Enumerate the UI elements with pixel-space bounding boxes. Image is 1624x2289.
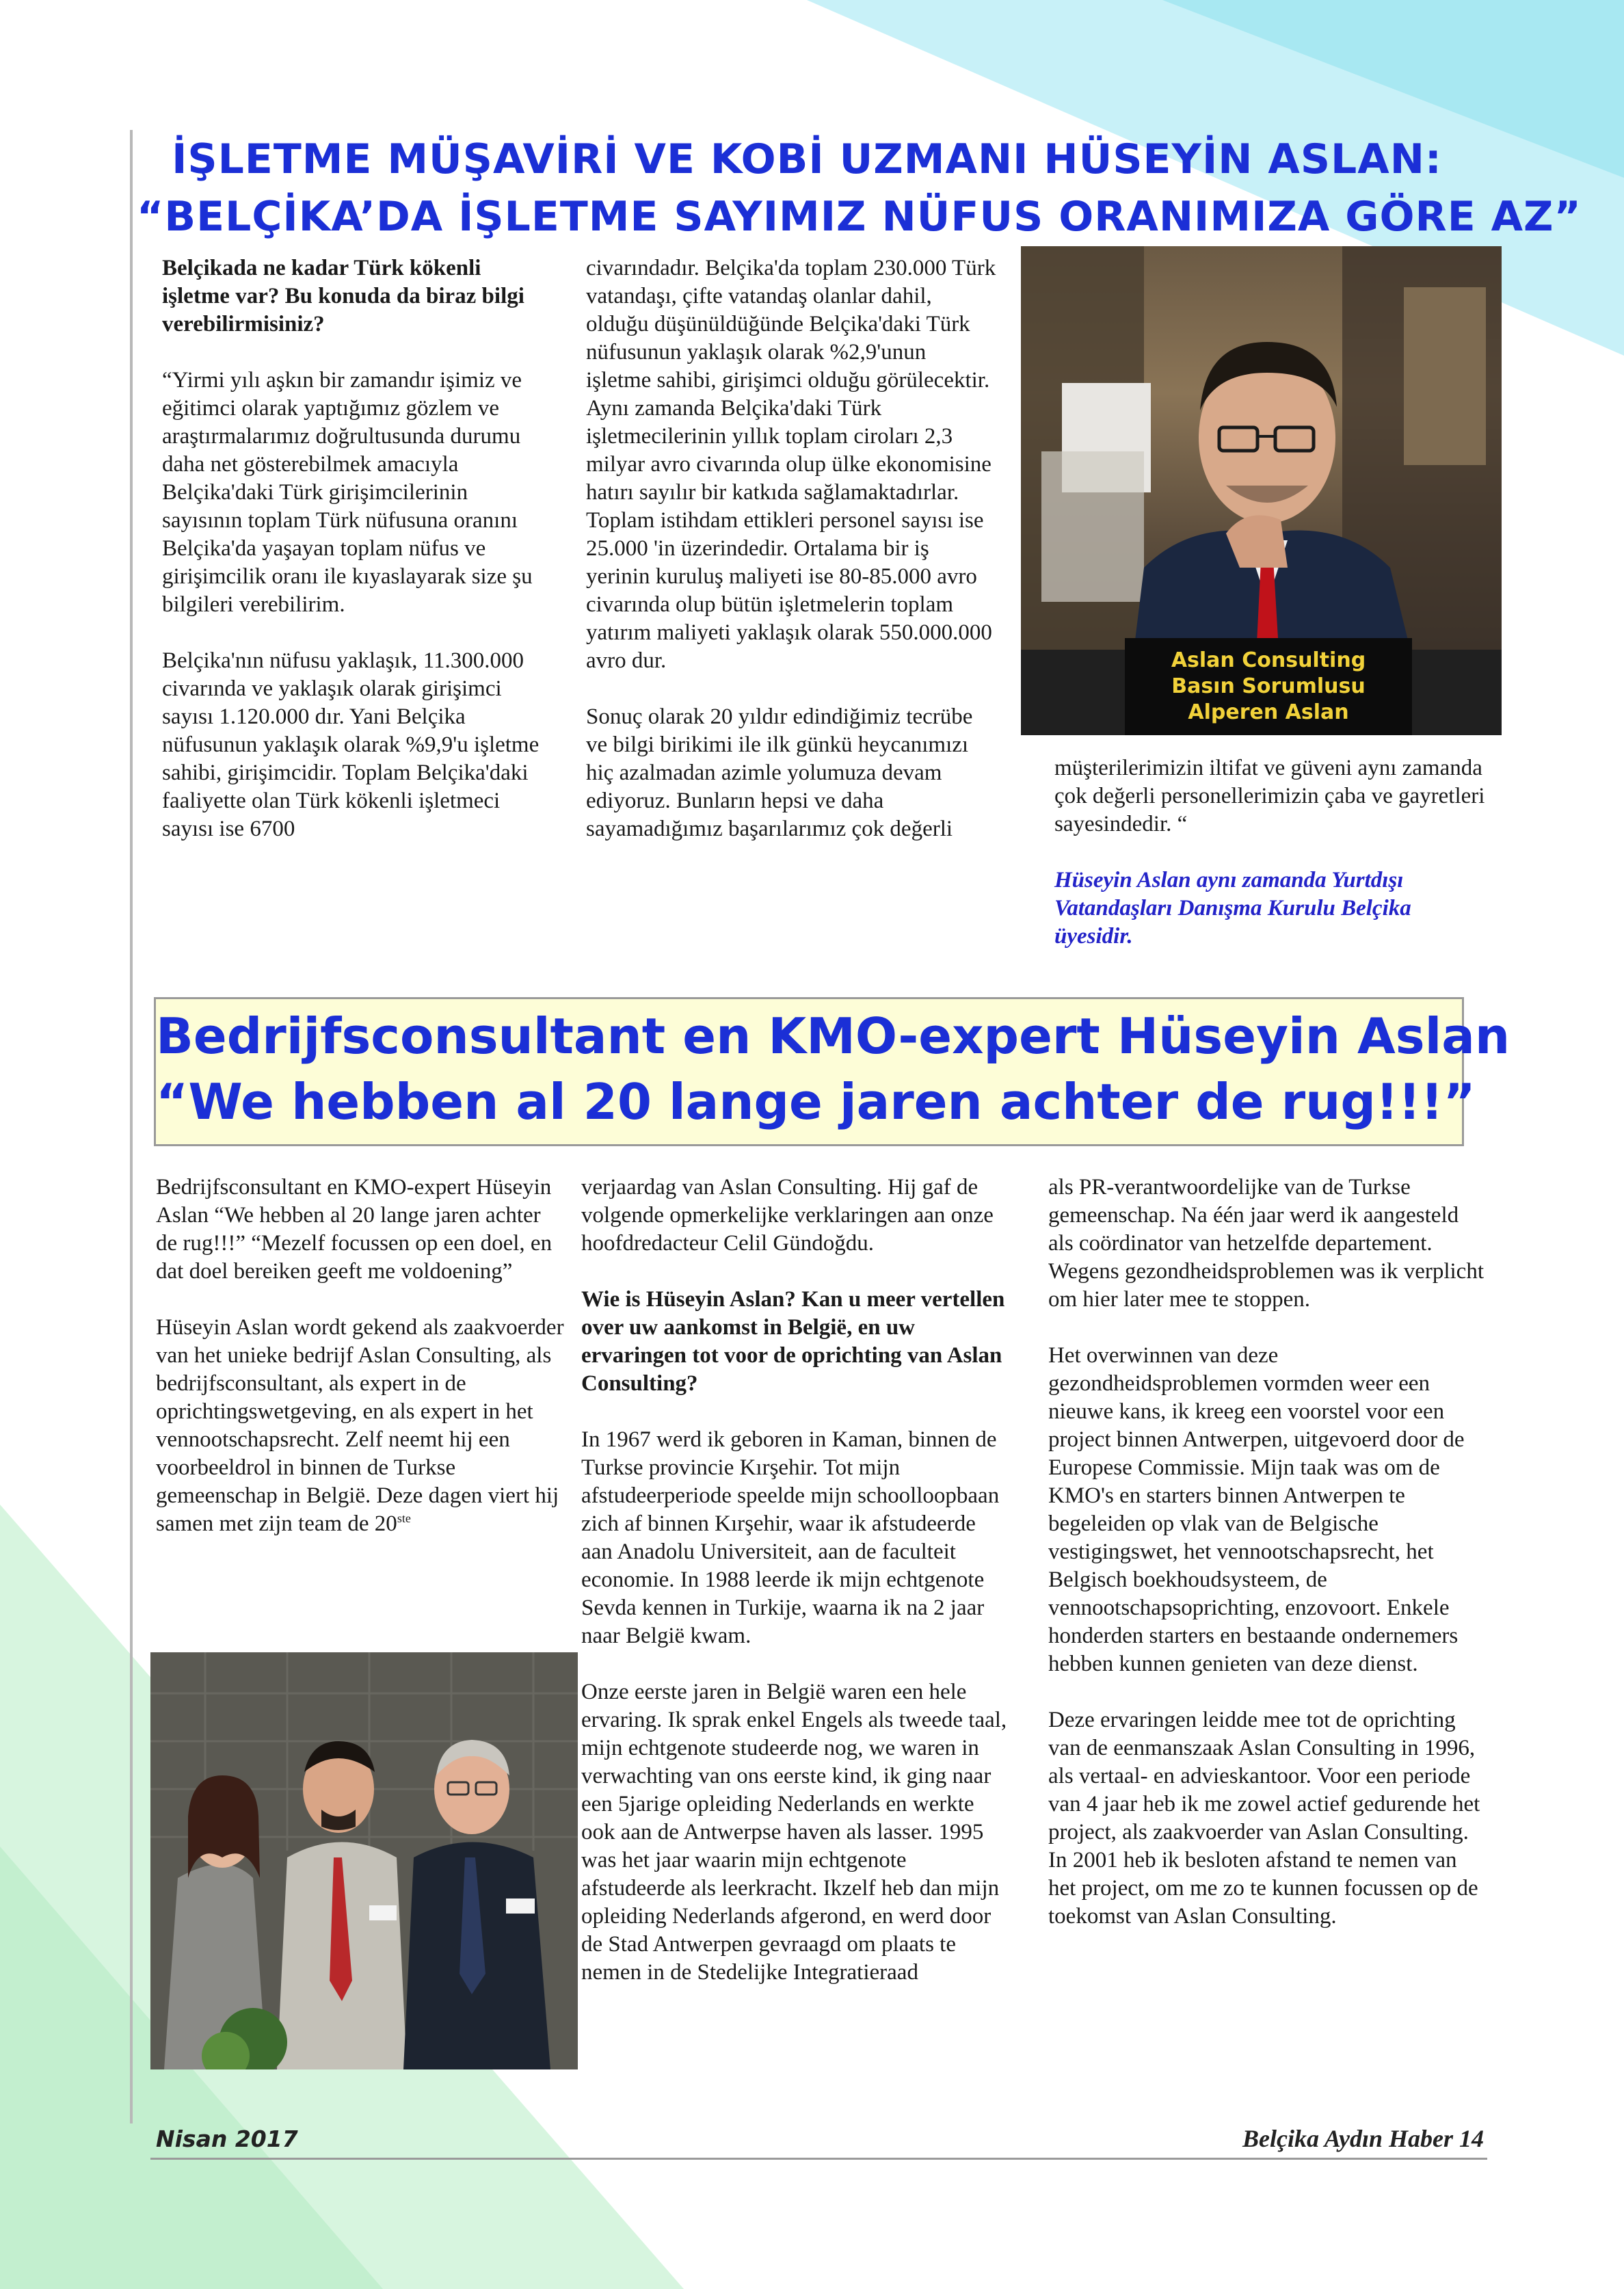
footer-rule — [150, 2158, 1487, 2160]
caption-line: Alperen Aslan — [1188, 700, 1349, 724]
turkish-column-3 — [1054, 754, 1485, 951]
paragraph: Sonuç olarak 20 yıldır edindiğimiz tecrübe ve bilgi birikimi ile ilk günkü heycanımızı hiç azalmadan azimle yolumuza devam ediyoruz. Bunların hepsi ve daha sayamadığımız başarılarımız çok değerli — [586, 704, 973, 841]
banner-line-1: Bedrijfsconsultant en KMO-expert Hüseyin Aslan — [156, 1007, 1510, 1065]
turkish-column-2 — [586, 254, 996, 843]
photo-caption — [1125, 638, 1412, 735]
dutch-column-1 — [156, 1174, 566, 1538]
turkish-column-1 — [162, 254, 552, 843]
issue-date: Nisan 2017 — [156, 2126, 298, 2152]
dutch-column-2 — [581, 1174, 1012, 1987]
dutch-column-3 — [1048, 1174, 1486, 1931]
paragraph — [156, 1314, 566, 1538]
paragraph: In 1967 werd ik geboren in Kaman, binnen de Turkse provincie Kırşehir. Tot mijn afstudeerperiode speelde mijn schoolloopbaan zich af binnen Kırşehir, waar ik afstudeerde aan Anadolu Universiteit, aan de faculteit economie. In 1988 leerde ik mijn echtgenote Sevda kennen in Turkije, waarna ik na 2 jaar naar België kwam. — [581, 1427, 1000, 1648]
paragraph: müşterilerimizin iltifat ve güveni aynı zamanda çok değerli personellerimizin çaba ve gayretleri sayesindedir. “ — [1054, 756, 1485, 836]
dutch-headline-banner — [154, 997, 1510, 1146]
group-photo — [150, 1652, 578, 2069]
headline-line-1: İŞLETME MÜŞAVİRİ VE KOBİ UZMANI HÜSEYİN ASLAN: — [172, 135, 1442, 183]
paragraph: Deze ervaringen leidde mee tot de oprichting van de eenmanszaak Aslan Consulting in 1996, als vertaal- en advieskantoor. Voor een periode van 4 jaar heb ik me zowel actief gedurende het project, als zaakvoerder van Aslan Consulting. In 2001 heb ik besloten afstand te nemen van het project, om me zo te kunnen focussen op de toekomst van Aslan Consulting. — [1048, 1708, 1480, 1929]
paragraph: civarındadır. Belçika'da toplam 230.000 Türk vatandaşı, çifte vatandaş olanlar dahil, olduğu düşünüldüğünde Belçika'daki Türk nüfusunun yaklaşık olarak %2,9'unun işletme sahibi, girişimci olduğu görülecektir. Aynı zamanda Belçika'daki Türk işletmecilerinin yıllık toplam ciroları 2,3 milyar avro civarında olup ülke ekonomisine hatırı sayılır bir katkıda sağlamaktadırlar. Toplam istihdam ettikleri personel sayısı ise 25.000 'in üzerindedir. Ortalama bir iş yerinin kuruluş maliyeti ise 80-85.000 avro civarında olup bütün işletmelerin toplam yatırım maliyeti yaklaşık olarak 550.000.000 avro dur. — [586, 256, 996, 673]
intro-paragraph: Bedrijfsconsultant en KMO-expert Hüseyin Aslan “We hebben al 20 lange jaren achter de rug!!!” “Mezelf focussen op een doel, en dat doel bereiken geeft me voldoening” — [156, 1175, 553, 1284]
paragraph: Belçika'nın nüfusu yaklaşık, 11.300.000 civarında ve yaklaşık olarak girişimci sayısı 1.120.000 dır. Yani Belçika nüfusunun yaklaşık olarak %9,9'u işletme sahibi, girişimcidir. Toplam Belçika'daki faaliyette olan Türk kökenli işletmeci sayısı ise 6700 — [162, 648, 540, 841]
publication-page-number: Belçika Aydın Haber 14 — [1242, 2125, 1484, 2152]
interview-question: Wie is Hüseyin Aslan? Kan u meer vertellen over uw aankomst in België, en uw ervaringen tot voor de oprichting van Aslan Consulting? — [581, 1287, 1005, 1396]
paragraph-text: Hüseyin Aslan wordt gekend als zaakvoerder van het unieke bedrijf Aslan Consulting, als bedrijfsconsultant, als expert in de oprichtingswetgeving, en als expert in het vennootschapsrecht. Zelf neemt hij een voorbeeldrol in binnen de Turkse gemeenschap in België. Deze dagen viert hij samen met zijn team de 20 — [156, 1315, 564, 1536]
paragraph: als PR-verantwoordelijke van de Turkse gemeenschap. Na één jaar werd ik aangesteld als coördinator van hetzelfde departement. Wegens gezondheidsproblemen was ik verplicht om hier later mee te stoppen. — [1048, 1175, 1484, 1312]
caption-line: Basın Sorumlusu — [1171, 674, 1366, 698]
headline-line-2: “BELÇİKA’DA İŞLETME SAYIMIZ NÜFUS ORANIMIZA GÖRE AZ” — [137, 193, 1582, 241]
caption-line: Aslan Consulting — [1171, 648, 1366, 672]
group-photo-illustration — [150, 1652, 578, 2069]
superscript: ste — [397, 1511, 411, 1525]
left-margin-rule — [130, 130, 133, 2123]
paragraph: verjaardag van Aslan Consulting. Hij gaf de volgende opmerkelijke verklaringen aan onze hoofdredacteur Celil Gündoğdu. — [581, 1175, 994, 1256]
interview-question: Belçikada ne kadar Türk kökenli işletme var? Bu konuda da biraz bilgi verebilirmisiniz? — [162, 256, 524, 336]
paragraph: Onze eerste jaren in België waren een hele ervaring. Ik sprak enkel Engels als tweede taal, mijn echtgenote studeerde nog, we waren in verwachting van ons eerste kind, ik ging naar een 5jarige opleiding Nederlands en werkte ook aan de Antwerpse haven als lasser. 1995 was het jaar waarin mijn echtgenote afstudeerde als leerkracht. Ikzelf heb dan mijn opleiding Nederlands afgerond, en werd door de Stad Antwerpen gevraagd om plaats te nemen in de Stedelijke Integratieraad — [581, 1680, 1007, 1985]
banner-line-2: “We hebben al 20 lange jaren achter de rug!!!” — [156, 1073, 1476, 1130]
paragraph: Het overwinnen van deze gezondheidsproblemen vormden weer een nieuwe kans, ik kreeg een voorstel voor een project binnen Antwerpen, uitgevoerd door de Europese Commissie. Mijn taak was om de KMO's en starters binnen Antwerpen te begeleiden op vlak van de Belgische vestigingswet, het vennootschapsrecht, het Belgisch boekhoudsysteem, de vennootschapsoprichting, enzovoort. Enkele honderden starters en bestaande ondernemers hebben kunnen genieten van deze dienst. — [1048, 1343, 1465, 1676]
portrait-photo — [1021, 246, 1502, 735]
author-note: Hüseyin Aslan aynı zamanda Yurtdışı Vatandaşları Danışma Kurulu Belçika üyesidir. — [1054, 868, 1411, 949]
paragraph: “Yirmi yılı aşkın bir zamandır işimiz ve eğitimci olarak yaptığımız gözlem ve araştırmalarımız doğrultusunda durumu daha net gösterebilmek amacıyla Belçika'daki Türk girişimcilerinin sayısının toplam Türk nüfusuna oranını Belçika'da yaşayan toplam nüfus ve girişimcilik oranı ile kıyaslayarak size şu bilgileri verebilirim. — [162, 368, 533, 617]
